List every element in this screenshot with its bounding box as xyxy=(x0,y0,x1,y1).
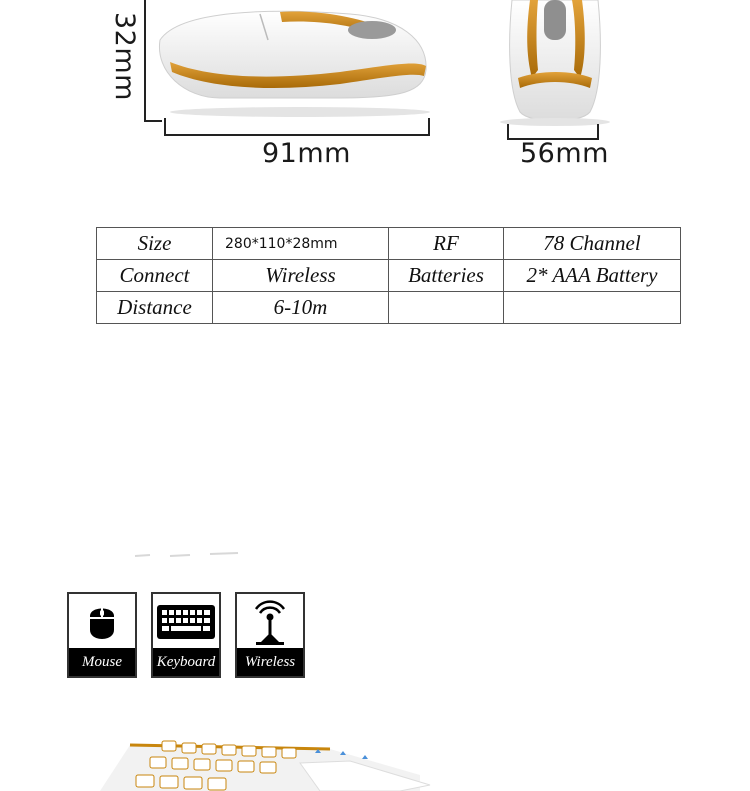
table-cell xyxy=(504,292,681,324)
table-cell: 280*110*28mm xyxy=(213,228,389,260)
mouse-icon xyxy=(86,602,118,642)
table-cell: Size xyxy=(97,228,213,260)
feature-label: Wireless xyxy=(237,648,303,676)
length-dimension-line xyxy=(164,118,430,136)
feature-badge-keyboard xyxy=(151,592,221,678)
keyboard-icon xyxy=(156,604,216,640)
table-cell: Distance xyxy=(97,292,213,324)
table-row xyxy=(97,228,681,260)
height-dimension-label: 32mm xyxy=(109,12,140,101)
table-row xyxy=(97,292,681,324)
mouse-front-view xyxy=(490,0,620,128)
table-cell xyxy=(389,292,504,324)
spec-table xyxy=(96,227,681,324)
mouse-side-view xyxy=(150,0,440,120)
table-cell: 2* AAA Battery xyxy=(504,260,681,292)
feature-badge-mouse xyxy=(67,592,137,678)
table-cell: RF xyxy=(389,228,504,260)
length-dimension-label: 91mm xyxy=(262,138,351,169)
feature-label: Mouse xyxy=(69,648,135,676)
height-dimension-line xyxy=(144,0,162,122)
table-cell: 6-10m xyxy=(213,292,389,324)
feature-badge-wireless xyxy=(235,592,305,678)
table-cell: Batteries xyxy=(389,260,504,292)
faint-mark xyxy=(130,544,240,558)
table-cell: Wireless xyxy=(213,260,389,292)
antenna-icon xyxy=(250,599,290,645)
width-dimension-label: 56mm xyxy=(520,138,609,169)
table-cell: Connect xyxy=(97,260,213,292)
feature-label: Keyboard xyxy=(153,648,219,676)
table-cell: 78 Channel xyxy=(504,228,681,260)
table-row xyxy=(97,260,681,292)
keyboard-photo xyxy=(100,735,440,791)
